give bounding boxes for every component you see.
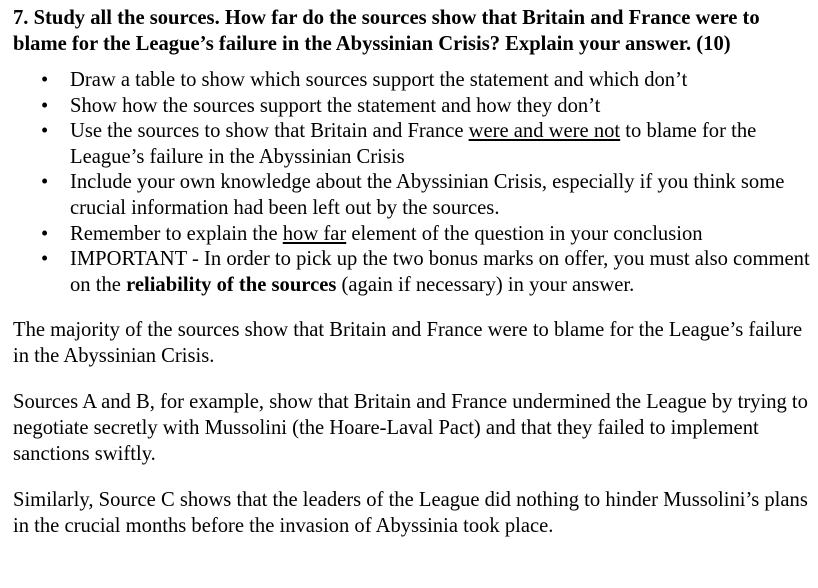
instruction-text: Include your own knowledge about the Abyssinian Crisis, especially if you think some crucial information had been left out by the sources.: [70, 171, 785, 219]
bullet-icon: •: [41, 120, 49, 143]
instruction-text: Show how the sources support the statement and how they don’t: [70, 94, 601, 117]
instruction-underlined-text: were and were not: [468, 120, 621, 143]
answer-paragraph-1: The majority of the sources show that Britain and France were to blame for the League’s failure in the Abyssinian Crisis.: [13, 319, 803, 368]
instruction-underlined-text: how far: [282, 222, 347, 245]
answer-paragraph-2: Sources A and B, for example, show that Britain and France undermined the League by trying to negotiate secretly with Mussolini (the Hoare-Laval Pact) and that they failed to implement sanctions swiftly.: [13, 391, 808, 466]
instruction-item: [13, 247, 813, 298]
instruction-item: [13, 68, 813, 94]
answer-paragraph-3: Similarly, Source C shows that the leaders of the League did nothing to hinder Mussolini’s plans in the crucial months before the invasion of Abyssinia took place.: [13, 489, 808, 538]
instruction-item: [13, 222, 813, 248]
instruction-item: [13, 170, 813, 221]
instruction-text-end: element of the question in your conclusion: [346, 222, 703, 245]
document-page: [13, 0, 813, 539]
instruction-list: [13, 68, 813, 298]
bullet-icon: •: [41, 222, 49, 245]
instruction-text-start: Remember to explain the: [70, 222, 283, 245]
instruction-item: [13, 119, 813, 170]
instruction-bold-text: reliability of the sources: [126, 273, 337, 296]
instruction-text-end: to blame for the League’s failure in the Abyssinian Crisis: [70, 120, 757, 168]
instruction-text-end: (again if necessary) in your answer.: [336, 273, 635, 296]
bullet-icon: •: [41, 248, 49, 271]
instruction-item: [13, 94, 813, 120]
bullet-icon: •: [41, 171, 49, 194]
instruction-text-start: IMPORTANT - In order to pick up the two bonus marks on offer, you must also comment on the: [70, 248, 810, 296]
instruction-text-start: Use the sources to show that Britain and France: [70, 120, 469, 143]
bullet-icon: •: [41, 69, 49, 91]
question-heading: 7. Study all the sources. How far do the sources show that Britain and France were to blame for the League’s failure in the Abyssinian Crisis? Explain your answer. (10): [13, 7, 760, 55]
instruction-text: Draw a table to show which sources support the statement and which don’t: [70, 69, 688, 91]
bullet-icon: •: [41, 94, 49, 117]
